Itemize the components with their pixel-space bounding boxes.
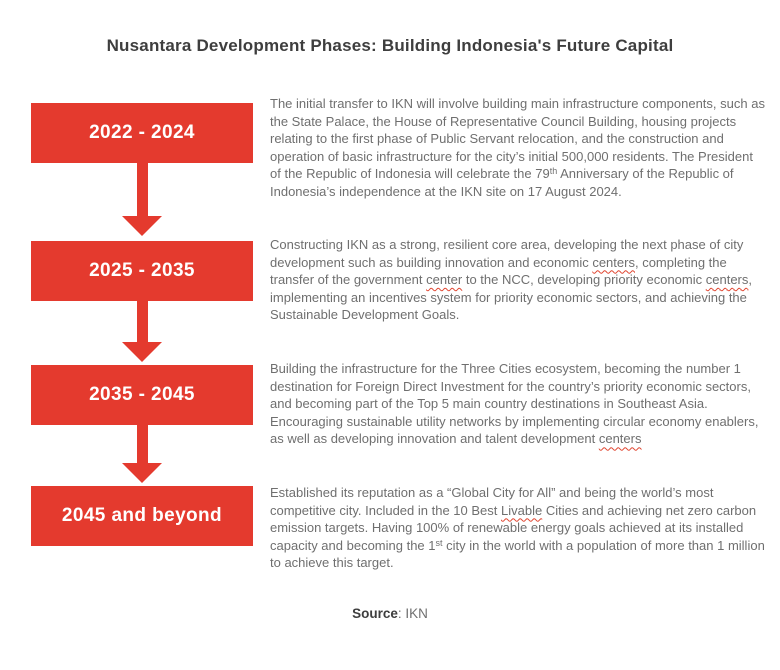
arrow-stem <box>137 163 148 216</box>
arrow-head-icon <box>122 463 162 483</box>
phase-box-2025-2035 <box>31 241 253 301</box>
page-title: Nusantara Development Phases: Building Indonesia's Future Capital <box>106 36 674 55</box>
phase-period-label: 2035 - 2045 <box>89 384 195 405</box>
phase-description: Building the infrastructure for the Three Cities ecosystem, becoming the number 1 destination for Foreign Direct Investment for the country’s priority economic sectors, and becoming part of the Top 5 main country destinations in Southeast Asia. Encouraging sustainable utility networks by implementing circular economy enablers, as well as developing innovation and talent development centers <box>270 361 759 447</box>
phase-period-label: 2025 - 2035 <box>89 260 195 281</box>
source-line <box>0 606 780 621</box>
down-arrow <box>122 300 162 362</box>
source-value: : IKN <box>397 606 428 621</box>
arrow-stem <box>137 425 148 463</box>
arrow-head-icon <box>122 342 162 362</box>
down-arrow <box>122 425 162 483</box>
phase-box-2035-2045 <box>31 365 253 425</box>
phase-description: Established its reputation as a “Global City for All” and being the world’s most competitive city. Included in the 10 Best Livable Cities and achieving net zero carbon emission targets. Having 100% of renewable energy goals achieved at its installed capacity and becoming the 1st city in the world with a population of more than 1 million to achieve this target. <box>270 485 765 571</box>
phase-description: The initial transfer to IKN will involve building main infrastructure components, such as the State Palace, the House of Representative Council Building, housing projects relating to the first phase of Public Servant relocation, and the construction and operation of basic infrastructure for the city’s initial 500,000 residents. The President of the Republic of Indonesia will celebrate the 79th Anniversary of the Republic of Indonesia’s independence at the IKN site on 17 August 2024. <box>270 96 765 199</box>
down-arrow <box>122 163 162 236</box>
phase-period-label: 2045 and beyond <box>61 505 223 526</box>
phase-box-2022-2024 <box>31 103 253 163</box>
source-label: Source <box>352 606 398 621</box>
phase-box-2045-beyond <box>31 486 253 546</box>
arrow-head-icon <box>122 216 162 236</box>
phase-description: Constructing IKN as a strong, resilient core area, developing the next phase of city development such as building innovation and economic centers, completing the transfer of the government center to the NCC, developing priority economic centers, implementing an incentives system for priority economic sectors, and achieving the Sustainable Development Goals. <box>270 237 753 323</box>
arrow-stem <box>137 300 148 342</box>
phase-period-label: 2022 - 2024 <box>89 122 195 143</box>
